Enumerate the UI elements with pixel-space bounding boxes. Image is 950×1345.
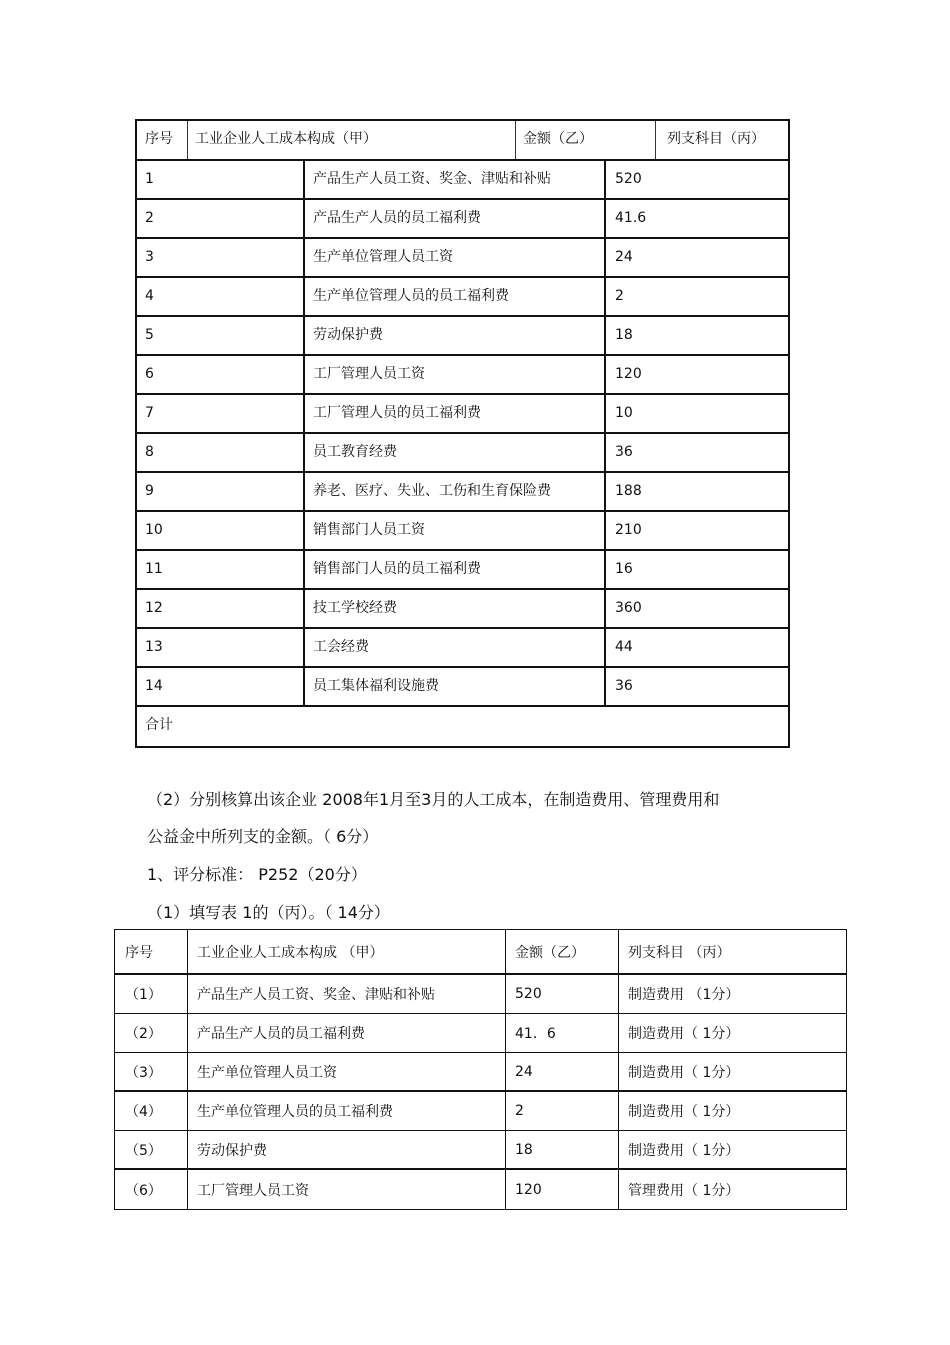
table1-cell-amount: 120 xyxy=(615,366,642,382)
table2-cell-subject: 制造费用（ 1分） xyxy=(628,1142,740,1159)
question-2-line-1: （2）分别核算出该企业 2008年1月至3月的人工成本，在制造费用、管理费用和 xyxy=(147,790,720,809)
table1-cell-no: 7 xyxy=(145,405,154,421)
table2-header-item: 工业企业人工成本构成 （甲） xyxy=(197,944,384,961)
table2-cell-amount: 120 xyxy=(515,1181,542,1198)
scoring-standard: 1、评分标准： P252（20分） xyxy=(147,865,367,884)
table1-cell-amount: 16 xyxy=(615,561,633,577)
table1-cell-item: 生产单位管理人员的员工福利费 xyxy=(313,288,509,304)
table1-cell-item: 生产单位管理人员工资 xyxy=(313,249,453,265)
table1-cell-amount: 520 xyxy=(615,171,642,187)
table1-row xyxy=(137,512,788,551)
table2-cell-item: 产品生产人员的员工福利费 xyxy=(197,1026,365,1042)
fill-instruction: （1）填写表 1的（丙）。（ 14分） xyxy=(147,903,390,922)
table1-total-row xyxy=(137,707,788,746)
table1-cell-item: 工会经费 xyxy=(313,639,369,655)
table1-cell-no: 2 xyxy=(145,210,154,226)
table1-cell-no: 13 xyxy=(145,639,163,655)
table1-header-row xyxy=(137,121,788,161)
table1-row xyxy=(137,161,788,200)
table1-cell-item: 养老、医疗、失业、工伤和生育保险费 xyxy=(313,483,551,499)
table1-cell-amount: 10 xyxy=(615,405,633,421)
table2-header-row xyxy=(115,930,846,975)
table2-cell-no: （1） xyxy=(125,987,162,1003)
table2-cell-amount: 18 xyxy=(515,1141,533,1158)
table2-cell-item: 工厂管理人员工资 xyxy=(197,1182,309,1199)
table1-cell-amount: 18 xyxy=(615,327,633,343)
cost-table-1 xyxy=(135,119,790,748)
table1-cell-amount: 44 xyxy=(615,639,633,655)
table2-header-no: 序号 xyxy=(125,944,153,961)
table1-cell-amount: 2 xyxy=(615,288,624,304)
table1-row xyxy=(137,551,788,590)
table1-header-no: 序号 xyxy=(145,131,173,147)
table2-cell-amount: 520 xyxy=(515,986,542,1002)
table2-body xyxy=(115,975,846,1209)
table2-cell-item: 生产单位管理人员的员工福利费 xyxy=(197,1104,393,1120)
table1-row xyxy=(137,239,788,278)
table1-cell-no: 3 xyxy=(145,249,154,265)
table1-row xyxy=(137,356,788,395)
table1-cell-item: 销售部门人员工资 xyxy=(313,522,425,538)
table2-cell-subject: 制造费用（ 1分） xyxy=(628,1026,740,1042)
table1-header-amount: 金额（乙） xyxy=(523,131,593,147)
table2-cell-no: （2） xyxy=(125,1026,162,1042)
table1-row xyxy=(137,395,788,434)
table1-cell-amount: 36 xyxy=(615,678,633,694)
table1-row xyxy=(137,668,788,707)
cost-table-2 xyxy=(114,929,847,1210)
table1-body xyxy=(137,161,788,746)
table2-row xyxy=(115,1170,846,1209)
table1-cell-no: 4 xyxy=(145,288,154,304)
table1-cell-no: 6 xyxy=(145,366,154,382)
table2-row xyxy=(115,1092,846,1131)
table2-cell-no: （3） xyxy=(125,1064,162,1081)
table2-cell-no: （4） xyxy=(125,1104,162,1120)
table1-row xyxy=(137,200,788,239)
table1-header-subject: 列支科目（丙） xyxy=(667,131,765,147)
table2-header-amount: 金额（乙） xyxy=(515,944,585,961)
table2-row xyxy=(115,975,846,1014)
table1-cell-no: 1 xyxy=(145,171,154,187)
table1-cell-item: 劳动保护费 xyxy=(313,327,383,343)
table2-cell-amount: 24 xyxy=(515,1063,533,1080)
table1-cell-item: 工厂管理人员工资 xyxy=(313,366,425,382)
table1-cell-item: 工厂管理人员的员工福利费 xyxy=(313,405,481,421)
table1-cell-item: 员工集体福利设施费 xyxy=(313,678,439,694)
table1-cell-no: 10 xyxy=(145,522,163,538)
table1-cell-no: 11 xyxy=(145,561,163,577)
table1-header-item: 工业企业人工成本构成（甲） xyxy=(195,131,377,147)
table1-cell-no: 5 xyxy=(145,327,154,343)
table2-cell-amount: 41．6 xyxy=(515,1026,556,1042)
table2-cell-subject: 制造费用（ 1分） xyxy=(628,1064,740,1081)
table1-row xyxy=(137,590,788,629)
table2-cell-subject: 管理费用（ 1分） xyxy=(628,1182,740,1199)
table2-cell-item: 劳动保护费 xyxy=(197,1142,267,1159)
table2-cell-subject: 制造费用（ 1分） xyxy=(628,1104,740,1120)
table1-cell-amount: 360 xyxy=(615,600,642,616)
table2-cell-item: 生产单位管理人员工资 xyxy=(197,1064,337,1081)
table1-cell-no: 14 xyxy=(145,678,163,694)
table1-cell-item: 产品生产人员工资、奖金、津贴和补贴 xyxy=(313,171,551,187)
table1-cell-item: 技工学校经费 xyxy=(313,600,397,616)
table2-cell-item: 产品生产人员工资、奖金、津贴和补贴 xyxy=(197,987,435,1003)
table1-row xyxy=(137,317,788,356)
table2-row xyxy=(115,1053,846,1092)
table1-cell-item: 员工教育经费 xyxy=(313,444,397,460)
table1-cell-no: 12 xyxy=(145,600,163,616)
table1-row xyxy=(137,278,788,317)
table2-cell-amount: 2 xyxy=(515,1103,524,1119)
table1-row xyxy=(137,629,788,668)
table1-cell-amount: 188 xyxy=(615,483,642,499)
table2-row xyxy=(115,1131,846,1170)
table1-cell-no: 8 xyxy=(145,444,154,460)
table1-total-label: 合计 xyxy=(145,717,173,733)
table1-cell-amount: 41.6 xyxy=(615,210,647,226)
table2-cell-no: （6） xyxy=(125,1182,162,1199)
table1-cell-item: 销售部门人员的员工福利费 xyxy=(313,561,481,577)
table2-row xyxy=(115,1014,846,1053)
question-2-line-2: 公益金中所列支的金额。（ 6分） xyxy=(147,827,379,846)
table2-header-subject: 列支科目 （丙） xyxy=(628,944,731,961)
table1-cell-no: 9 xyxy=(145,483,154,499)
table1-row xyxy=(137,473,788,512)
table1-cell-item: 产品生产人员的员工福利费 xyxy=(313,210,481,226)
table1-cell-amount: 36 xyxy=(615,444,633,460)
table1-row xyxy=(137,434,788,473)
table2-cell-no: （5） xyxy=(125,1142,162,1159)
table2-cell-subject: 制造费用 （1分） xyxy=(628,987,740,1003)
table1-cell-amount: 210 xyxy=(615,522,642,538)
table1-cell-amount: 24 xyxy=(615,249,633,265)
